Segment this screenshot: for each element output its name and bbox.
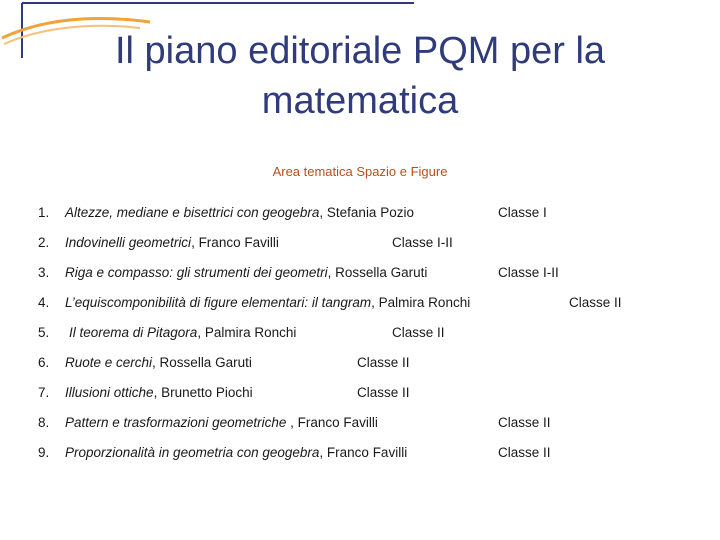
item-text: [65, 265, 427, 280]
item-work: Il teorema di Pitagora: [69, 325, 198, 340]
item-class: Classe II: [569, 295, 622, 310]
item-class: Classe I-II: [392, 235, 453, 250]
item-work: Altezze, mediane e bisettrici con geogebra: [65, 205, 320, 220]
item-author: , Palmira Ronchi: [197, 325, 297, 340]
item-work: Ruote e cerchi: [65, 355, 153, 370]
item-work: Riga e compasso: gli strumenti dei geometri: [65, 265, 328, 280]
item-author: , Rossella Garuti: [152, 355, 252, 370]
item-text: [69, 325, 296, 340]
item-author: , Stefania Pozio: [319, 205, 414, 220]
item-number: 7.: [38, 385, 50, 400]
item-number: 2.: [38, 235, 50, 250]
item-text: [65, 205, 414, 220]
item-work: Illusioni ottiche: [65, 385, 154, 400]
item-author: , Palmira Ronchi: [371, 295, 471, 310]
slide-subtitle: Area tematica Spazio e Figure: [272, 164, 448, 179]
item-number: 1.: [38, 205, 50, 220]
item-number: 8.: [38, 415, 50, 430]
item-work: Proporzionalità in geometria con geogebra: [65, 445, 320, 460]
item-text: [65, 385, 253, 400]
item-class: Classe I: [498, 205, 547, 220]
item-class: Classe II: [357, 385, 410, 400]
item-number: 9.: [38, 445, 50, 460]
item-class: Classe II: [498, 445, 551, 460]
item-author: , Rossella Garuti: [327, 265, 428, 280]
item-author: , Franco Favilli: [319, 445, 408, 460]
item-author: , Brunetto Piochi: [153, 385, 253, 400]
item-work: Indovinelli geometrici: [65, 235, 192, 250]
item-author: , Franco Favilli: [191, 235, 279, 250]
item-number: 3.: [38, 265, 50, 280]
item-class: Classe II: [498, 415, 551, 430]
item-number: 4.: [38, 295, 50, 310]
item-work: Pattern e trasformazioni geometriche: [65, 415, 291, 430]
item-class: Classe I-II: [498, 265, 559, 280]
item-text: [65, 445, 407, 460]
item-class: Classe II: [392, 325, 445, 340]
item-text: [65, 235, 279, 250]
item-text: [65, 415, 378, 430]
item-text: [65, 295, 470, 310]
slide-title: Il piano editoriale PQM per la matematica: [114, 30, 606, 122]
item-text: [65, 355, 252, 370]
item-number: 5.: [38, 325, 50, 340]
item-class: Classe II: [357, 355, 410, 370]
item-author: , Franco Favilli: [290, 415, 378, 430]
item-work: L’equiscomponibilità di figure elementari: il tangram: [65, 295, 372, 310]
item-number: 6.: [38, 355, 50, 370]
